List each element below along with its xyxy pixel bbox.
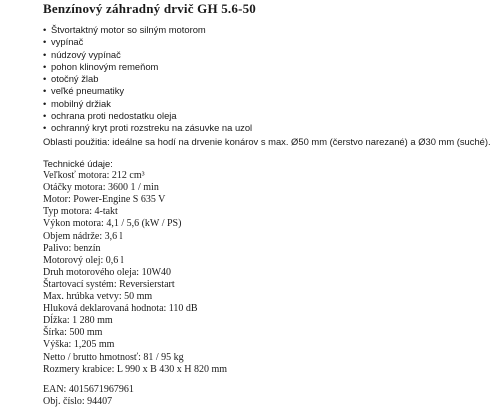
list-item: • Štvortaktný motor so silným motorom bbox=[43, 24, 206, 35]
spec-tank: Objem nádrže: 3,6 l bbox=[43, 230, 123, 242]
bullet-icon: • bbox=[43, 85, 47, 97]
spec-engine-type: Typ motora: 4-takt bbox=[43, 206, 118, 218]
spec-engine-size: Veľkosť motora: 212 cm³ bbox=[43, 170, 145, 182]
bullet-icon: • bbox=[43, 60, 47, 72]
bullet-icon: • bbox=[43, 97, 47, 109]
spec-box: Rozmery krabice: L 990 x B 430 x H 820 mm bbox=[43, 363, 228, 375]
bullet-icon: • bbox=[43, 48, 47, 60]
bullet-icon: • bbox=[43, 110, 47, 122]
spec-heading: Technické údaje: bbox=[43, 158, 113, 169]
spec-oil-type: Druh motorového oleja: 10W40 bbox=[43, 266, 172, 278]
feature-list bbox=[43, 24, 252, 135]
bullet-icon: • bbox=[43, 24, 47, 35]
spec-list bbox=[43, 158, 227, 408]
list-item: • ochranný kryt proti rozstreku na zásuvke na uzol bbox=[43, 122, 253, 134]
usage-text: Oblasti použitia: ideálne sa hodí na drvenie konárov s max. Ø50 mm (čerstvo narezané) a Ø30 mm (suché). bbox=[43, 136, 491, 147]
bullet-icon: • bbox=[43, 36, 47, 48]
spec-start: Štartovací systém: Reversierstart bbox=[43, 278, 175, 290]
spec-noise: Hluková deklarovaná hodnota: 110 dB bbox=[43, 303, 198, 315]
bullet-icon: • bbox=[43, 73, 47, 85]
list-item: • ochrana proti nedostatku oleja bbox=[43, 110, 177, 122]
spec-branch: Max. hrúbka vetvy: 50 mm bbox=[43, 291, 153, 303]
spec-weight: Netto / brutto hmotnosť: 81 / 95 kg bbox=[43, 351, 184, 363]
spacer bbox=[43, 376, 227, 384]
list-item: • otočný žlab bbox=[43, 73, 99, 85]
list-item: • vypínač bbox=[43, 36, 84, 48]
spec-ean: EAN: 4015671967961 bbox=[43, 383, 134, 395]
spec-engine: Motor: Power-Engine S 635 V bbox=[43, 194, 166, 206]
spec-order-number: Obj. číslo: 94407 bbox=[43, 395, 113, 407]
spec-oil: Motorový olej: 0,6 l bbox=[43, 254, 124, 266]
list-item: • mobilný držiak bbox=[43, 97, 111, 109]
spec-width: Šírka: 500 mm bbox=[43, 327, 103, 339]
product-title: Benzínový záhradný drvič GH 5.6-50 bbox=[43, 1, 256, 16]
bullet-icon: • bbox=[43, 122, 47, 134]
list-item: • pohon klinovým remeňom bbox=[43, 60, 159, 72]
spec-rpm: Otáčky motora: 3600 1 / min bbox=[43, 182, 159, 194]
spec-fuel: Palivo: benzín bbox=[43, 242, 101, 254]
spec-power: Výkon motora: 4,1 / 5,6 (kW / PS) bbox=[43, 218, 182, 230]
list-item: • núdzový vypínač bbox=[43, 48, 121, 60]
spec-height: Výška: 1,205 mm bbox=[43, 339, 115, 351]
list-item: • veľké pneumatiky bbox=[43, 85, 125, 97]
spec-length: Dĺžka: 1 280 mm bbox=[43, 315, 113, 327]
